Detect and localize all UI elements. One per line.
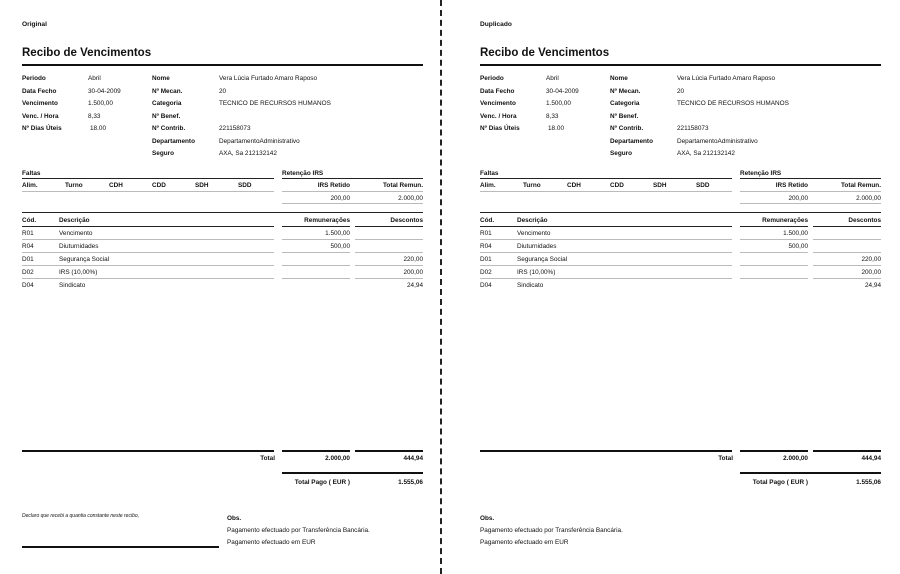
col-desc-header: Descrição [59, 217, 90, 224]
field-label: Nº Dias Úteis [480, 125, 520, 132]
totals-rule [22, 450, 274, 452]
field-value: 30-04-2009 [88, 88, 121, 95]
obs-label: Obs. [227, 515, 242, 522]
field-value: AXA, Sa 212132142 [677, 150, 735, 157]
field-value: Abril [88, 75, 101, 82]
field-value: 1.500,00 [546, 100, 571, 107]
row-code: D04 [22, 282, 34, 289]
totals-rule [813, 450, 881, 452]
copy-label: Duplicado [480, 21, 512, 28]
field-value: 18.00 [90, 125, 106, 132]
row-rule [740, 265, 808, 266]
row-rule [740, 278, 808, 279]
totals-rule [740, 450, 808, 452]
irs-total-value: 2.000,00 [398, 195, 423, 202]
faltas-col: CDD [152, 182, 166, 189]
row-rule [355, 265, 423, 266]
row-desc: Segurança Social [517, 256, 568, 263]
row-rule [22, 265, 274, 266]
faltas-rule [22, 178, 274, 179]
row-disc: 220,00 [861, 256, 881, 263]
field-value: 1.500,00 [88, 100, 113, 107]
row-rule [355, 239, 423, 240]
declaration-text: Declaro que recebi a quantia constante neste recibo, [22, 513, 140, 519]
irs-retido-header: IRS Retido [317, 182, 350, 189]
irs-underline [740, 191, 881, 192]
obs-line-1: Pagamento efectuado por Transferência Bancária. [480, 527, 623, 534]
field-value: Abril [546, 75, 559, 82]
row-rule [282, 239, 350, 240]
row-code: D02 [480, 269, 492, 276]
field-label: Nº Contrib. [152, 125, 186, 132]
row-desc: IRS (10,00%) [59, 269, 98, 276]
lines-top-rule [22, 212, 423, 213]
title-rule [22, 64, 423, 66]
row-disc: 200,00 [861, 269, 881, 276]
field-label: Nº Benef. [610, 113, 639, 120]
row-rule [480, 239, 732, 240]
field-label: Categoria [152, 100, 182, 107]
field-label: Seguro [152, 150, 175, 157]
obs-label: Obs. [480, 515, 495, 522]
field-label: Venc. / Hora [480, 113, 517, 120]
field-value: DepartamentoAdministrativo [677, 138, 758, 145]
paid-value: 1.555,06 [856, 479, 881, 486]
irs-rule [740, 178, 881, 179]
irs-retido-header: IRS Retido [775, 182, 808, 189]
col-disc-header: Descontos [390, 217, 423, 224]
row-desc: Vencimento [59, 230, 93, 237]
faltas-col: CDD [610, 182, 624, 189]
row-rule [740, 252, 808, 253]
row-rem: 1.500,00 [783, 230, 808, 237]
col-code-header: Cód. [480, 217, 495, 224]
field-value: Vera Lúcia Furtado Amaro Raposo [677, 75, 776, 82]
totals-rule [480, 450, 732, 452]
total-label: Total [260, 455, 275, 462]
row-desc: Diuturnidades [59, 243, 99, 250]
totals-rule [282, 450, 350, 452]
field-value: 30-04-2009 [546, 88, 579, 95]
obs-line-2: Pagamento efectuado em EUR [480, 539, 569, 546]
row-code: D01 [480, 256, 492, 263]
row-disc: 24,94 [865, 282, 881, 289]
row-disc: 24,94 [407, 282, 423, 289]
row-rule [813, 252, 881, 253]
row-disc: 200,00 [403, 269, 423, 276]
irs-value-underline [740, 203, 881, 204]
row-code: R01 [22, 230, 34, 237]
row-rule [282, 278, 350, 279]
paid-label: Total Pago ( EUR ) [752, 479, 808, 486]
signature-line [22, 546, 219, 548]
field-label: Vencimento [480, 100, 516, 107]
row-code: D02 [22, 269, 34, 276]
obs-line-1: Pagamento efectuado por Transferência Bancária. [227, 527, 370, 534]
row-rule [282, 252, 350, 253]
col-rem-header: Remunerações [304, 217, 350, 224]
total-disc: 444,94 [861, 455, 881, 462]
irs-rule [282, 178, 423, 179]
row-rem: 1.500,00 [325, 230, 350, 237]
row-rule [22, 252, 274, 253]
row-rule [813, 239, 881, 240]
totals-rule [355, 450, 423, 452]
faltas-col: SDD [696, 182, 710, 189]
field-value: 8,33 [88, 113, 101, 120]
field-label: Nº Mecan. [152, 88, 183, 95]
irs-total-header: Total Remun. [382, 182, 423, 189]
faltas-heading: Faltas [22, 170, 41, 177]
row-rule [355, 278, 423, 279]
lines-header-rule [480, 226, 732, 227]
paid-label: Total Pago ( EUR ) [294, 479, 350, 486]
irs-value-underline [282, 203, 423, 204]
field-value: AXA, Sa 212132142 [219, 150, 277, 157]
page-divider [440, 0, 442, 574]
row-rule [22, 239, 274, 240]
faltas-col: Alim. [480, 182, 496, 189]
lines-header-rule [813, 226, 881, 227]
row-desc: Segurança Social [59, 256, 110, 263]
field-value: 221158073 [677, 125, 709, 132]
paid-rule [740, 472, 881, 474]
faltas-underline [480, 191, 732, 192]
receipt-title: Recibo de Vencimentos [480, 47, 610, 59]
row-desc: Sindicato [517, 282, 544, 289]
faltas-col: Turno [523, 182, 541, 189]
copy-label: Original [22, 21, 47, 28]
irs-heading: Retenção IRS [282, 170, 324, 177]
irs-retido-value: 200,00 [788, 195, 808, 202]
faltas-col: Turno [65, 182, 83, 189]
irs-underline [282, 191, 423, 192]
row-code: D01 [22, 256, 34, 263]
receipt-original [22, 0, 427, 574]
row-desc: IRS (10,00%) [517, 269, 556, 276]
row-rule [813, 265, 881, 266]
row-code: R04 [480, 243, 492, 250]
field-value: TECNICO DE RECURSOS HUMANOS [677, 100, 789, 107]
faltas-col: SDH [195, 182, 209, 189]
field-label: Departamento [610, 138, 653, 145]
field-label: Nº Mecan. [610, 88, 641, 95]
row-code: R01 [480, 230, 492, 237]
row-rule [355, 252, 423, 253]
row-code: D04 [480, 282, 492, 289]
field-label: Departamento [152, 138, 195, 145]
field-label: Nº Dias Úteis [22, 125, 62, 132]
irs-heading: Retenção IRS [740, 170, 782, 177]
row-rule [480, 252, 732, 253]
faltas-col: Alim. [22, 182, 38, 189]
row-rule [480, 265, 732, 266]
faltas-col: CDH [567, 182, 581, 189]
total-label: Total [718, 455, 733, 462]
field-label: Data Fecho [22, 88, 57, 95]
faltas-col: SDH [653, 182, 667, 189]
field-value: 18.00 [548, 125, 564, 132]
irs-retido-value: 200,00 [330, 195, 350, 202]
row-rule [282, 265, 350, 266]
irs-total-header: Total Remun. [840, 182, 881, 189]
total-rem: 2.000,00 [325, 455, 350, 462]
row-rule [22, 278, 274, 279]
field-label: Vencimento [22, 100, 58, 107]
row-desc: Sindicato [59, 282, 86, 289]
row-desc: Vencimento [517, 230, 551, 237]
title-rule [480, 64, 881, 66]
col-rem-header: Remunerações [762, 217, 808, 224]
field-value: 221158073 [219, 125, 251, 132]
field-label: Nº Contrib. [610, 125, 644, 132]
field-label: Data Fecho [480, 88, 515, 95]
receipt-title: Recibo de Vencimentos [22, 47, 152, 59]
lines-top-rule [480, 212, 881, 213]
row-desc: Diuturnidades [517, 243, 557, 250]
field-label: Seguro [610, 150, 633, 157]
field-value: 20 [219, 88, 227, 95]
col-disc-header: Descontos [848, 217, 881, 224]
faltas-col: SDD [238, 182, 252, 189]
field-label: Nome [152, 75, 170, 82]
field-label: Periodo [22, 75, 46, 82]
field-label: Categoria [610, 100, 640, 107]
row-code: R04 [22, 243, 34, 250]
field-value: 20 [677, 88, 685, 95]
irs-total-value: 2.000,00 [856, 195, 881, 202]
row-rule [480, 278, 732, 279]
paid-value: 1.555,06 [398, 479, 423, 486]
row-rem: 500,00 [788, 243, 808, 250]
row-rule [740, 239, 808, 240]
total-disc: 444,94 [403, 455, 423, 462]
lines-header-rule [740, 226, 808, 227]
faltas-heading: Faltas [480, 170, 499, 177]
obs-line-2: Pagamento efectuado em EUR [227, 539, 316, 546]
faltas-rule [480, 178, 732, 179]
field-label: Nº Benef. [152, 113, 181, 120]
lines-header-rule [355, 226, 423, 227]
row-rem: 500,00 [330, 243, 350, 250]
lines-header-rule [282, 226, 350, 227]
row-rule [813, 278, 881, 279]
row-disc: 220,00 [403, 256, 423, 263]
col-code-header: Cód. [22, 217, 37, 224]
field-value: Vera Lúcia Furtado Amaro Raposo [219, 75, 318, 82]
receipt-duplicate [480, 0, 885, 574]
field-label: Venc. / Hora [22, 113, 59, 120]
total-rem: 2.000,00 [783, 455, 808, 462]
field-value: DepartamentoAdministrativo [219, 138, 300, 145]
field-label: Nome [610, 75, 628, 82]
faltas-underline [22, 191, 274, 192]
field-value: 8,33 [546, 113, 559, 120]
lines-header-rule [22, 226, 274, 227]
faltas-col: CDH [109, 182, 123, 189]
col-desc-header: Descrição [517, 217, 548, 224]
field-label: Periodo [480, 75, 504, 82]
paid-rule [282, 472, 423, 474]
field-value: TECNICO DE RECURSOS HUMANOS [219, 100, 331, 107]
